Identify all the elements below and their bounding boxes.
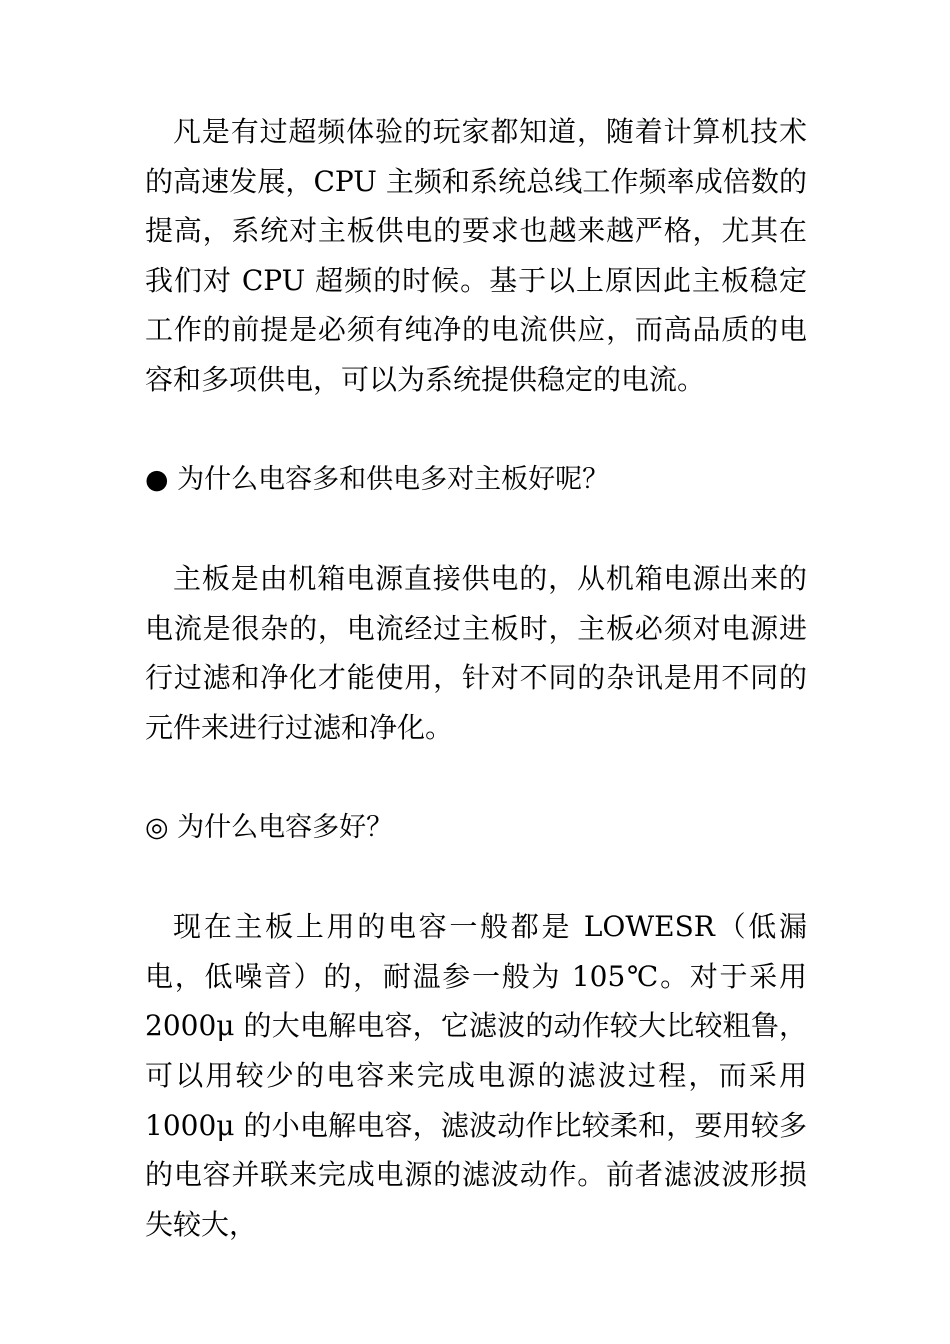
paragraph-overclocking-intro: 凡是有过超频体验的玩家都知道，随着计算机技术的高速发展，CPU 主频和系统总线工作频率成倍数的提高，系统对主板供电的要求也越来越严格，尤其在我们对 CPU 超频的时候。基于以上原因此主板稳定工作的前提是必须有纯净的电流供应，而高品质的电容和多项供电，可以为系统提供稳定的电流。	[145, 115, 807, 396]
paragraph-spacer	[145, 405, 807, 455]
paragraph-capacitor-details: 现在主板上用的电容一般都是 LOWESR（低漏电，低噪音）的，耐温参一般为 105℃。对于采用 2000μ 的大电解电容，它滤波的动作较大比较粗鲁，可以用较少的电容来完成电源的滤波过程，而采用 1000μ 的小电解电容，滤波动作比较柔和，要用较多的电容并联来完成电源的滤波动作。前者滤波波形损失较大，	[145, 910, 807, 1241]
paragraph-spacer	[145, 504, 807, 554]
paragraph-spacer	[145, 852, 807, 902]
section-heading-why-capacitors-and-power: ● 为什么电容多和供电多对主板好呢？	[145, 463, 610, 495]
paragraph-power-filtering: 主板是由机箱电源直接供电的，从机箱电源出来的电流是很杂的，电流经过主板时，主板必须对电源进行过滤和净化才能使用，针对不同的杂讯是用不同的元件来进行过滤和净化。	[145, 562, 807, 744]
document-body	[145, 107, 807, 1249]
paragraph-spacer	[145, 753, 807, 803]
section-heading-why-more-capacitors: ◎ 为什么电容多好？	[145, 811, 394, 843]
